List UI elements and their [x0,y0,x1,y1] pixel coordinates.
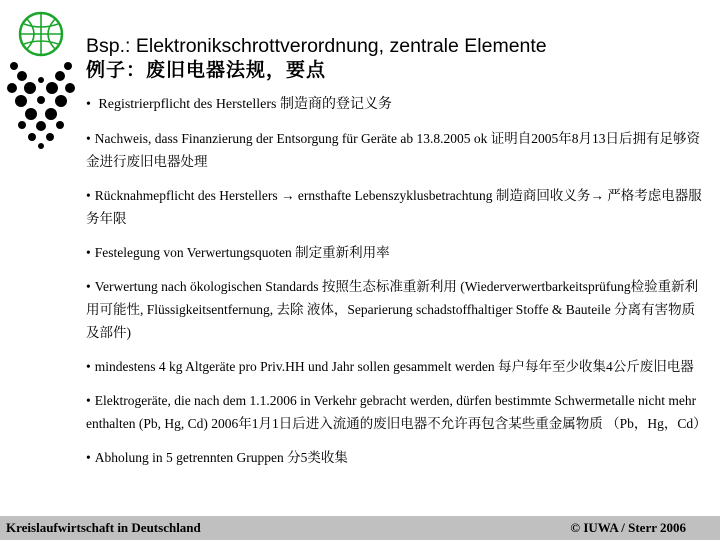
logo-dot [28,133,36,141]
slide-title [86,34,716,82]
logo-dot [24,82,36,94]
bullet-item [86,389,708,435]
logo-dot [17,71,27,81]
bullet-marker: • [86,131,91,146]
logo-dot [65,83,75,93]
bullet-text: Festelegung von Verwertungsquoten 制定重新利用率 [94,245,390,260]
bullet-text: Rücknahmepflicht des Herstellers → ernsthafte Lebenszyklusbetrachtung 制造商回收义务→ 严格考虑电器服务年限 [86,188,702,226]
bullet-item [86,446,708,469]
logo-dot [55,95,67,107]
footer-copyright: © IUWA / Sterr 2006 [570,520,686,535]
footer-title: Kreislaufwirtschaft in Deutschland [6,520,201,535]
logo-dot [46,133,54,141]
bullet-item [86,184,708,230]
bullet-text: Elektrogeräte, die nach dem 1.1.2006 in Verkehr gebracht werden, dürfen bestimmte Schwermetalle nicht mehr enthalten (Pb, Hg, Cd) 2006年1月1日后进入流通的废旧电器不允许再包含某些重金属物质 （Pb，Hg，Cd） [86,393,707,431]
logo-dot [10,62,18,70]
bullet-list [86,127,708,469]
bullet-marker: • [86,279,91,294]
title-line-german: Bsp.: Elektronikschrottverordnung, zentrale Elemente [86,35,547,57]
globe-icon [20,13,62,55]
logo-dot [45,108,57,120]
dot-pattern [7,62,75,149]
logo-dot [25,108,37,120]
logo-dot [36,121,46,131]
logo-dot [7,83,17,93]
logo-dot [38,143,44,149]
iuwa-logo [0,0,82,150]
bullet-marker: • [86,97,91,112]
footer-bar [0,516,720,540]
bullet-text: Nachweis, dass Finanzierung der Entsorgung für Geräte ab 13.8.2005 ok 证明自2005年8月13日后拥有足够资金进行废旧电器处理 [86,131,701,169]
bullet-item [86,241,708,264]
logo-dot [37,96,45,104]
bullet-item [86,355,708,378]
bullet-marker: • [86,393,91,408]
logo-dot [15,95,27,107]
logo-dot [38,77,44,83]
logo-dot [18,121,26,129]
bullet-item [86,275,708,344]
bullet-item [86,127,708,173]
bullet-marker: • [86,188,91,203]
bullet-registration [86,95,706,115]
bullet-text: Verwertung nach ökologischen Standards 按照生态标准重新利用 (Wiederverwertbarkeitsprüfung检验重新利用可能性, Flüssigkeitsentfernung, 去除 液体，Separierung schadstoffhaltiger Stoffe & Bauteile 分离有害物质及部件) [86,279,699,340]
bullet-marker: • [86,450,91,465]
logo-dot [46,82,58,94]
bullet-marker: • [86,245,91,260]
logo-dot [56,121,64,129]
bullet-text: mindestens 4 kg Altgeräte pro Priv.HH und Jahr sollen gesammelt werden 每户每年至少收集4公斤废旧电器 [94,359,694,374]
logo-dot [55,71,65,81]
bullet-text: Abholung in 5 getrennten Gruppen 分5类收集 [94,450,348,465]
bullet-marker: • [86,359,91,374]
title-line-chinese: 例子：废旧电器法规，要点 [86,59,327,81]
bullet-text: Registrierpflicht des Herstellers 制造商的登记义务 [98,97,392,112]
logo-dot [64,62,72,70]
